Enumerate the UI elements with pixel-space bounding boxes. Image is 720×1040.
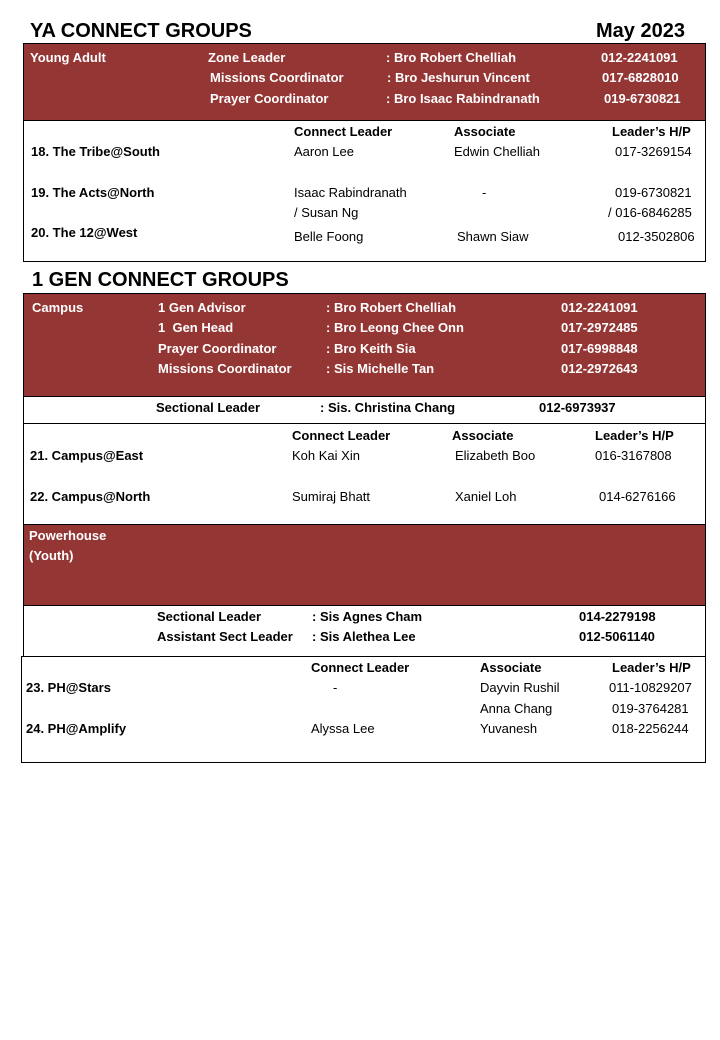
gen-group-leader: Sumiraj Bhatt xyxy=(292,489,371,504)
ya-group-leader: Isaac Rabindranath xyxy=(294,185,407,200)
ph-band-label: Powerhouse xyxy=(29,528,107,543)
gen-officer-role: Missions Coordinator xyxy=(158,361,292,376)
gen-header-associate: Associate xyxy=(452,428,514,443)
ph-group-phone: 011-10829207 xyxy=(609,680,692,695)
ya-group-leader-2: / Susan Ng xyxy=(294,205,359,220)
ph-groups-table xyxy=(21,656,706,763)
ph-group-associate: Dayvin Rushil xyxy=(480,680,560,695)
ya-officers-band xyxy=(23,43,706,121)
gen-band-label: Campus xyxy=(32,300,84,315)
ya-header-hp: Leader’s H/P xyxy=(612,124,691,139)
gen-header-hp: Leader’s H/P xyxy=(595,428,674,443)
ya-officer-name: : Bro Isaac Rabindranath xyxy=(386,91,540,106)
ya-header-leader: Connect Leader xyxy=(294,124,393,139)
ya-officer-name: : Bro Jeshurun Vincent xyxy=(387,70,530,85)
ph-group-associate-2: Anna Chang xyxy=(480,701,553,716)
gen-officer-phone: 017-2972485 xyxy=(561,320,638,335)
ph-band xyxy=(23,524,706,606)
gen-officer-name: : Bro Robert Chelliah xyxy=(326,300,457,315)
gen-officer-phone: 012-2972643 xyxy=(561,361,638,376)
ya-officer-role: Zone Leader xyxy=(208,50,286,65)
ya-officer-phone: 019-6730821 xyxy=(604,91,681,106)
gen-officer-name: : Sis Michelle Tan xyxy=(326,361,435,376)
ya-officer-role: Missions Coordinator xyxy=(210,70,344,85)
ya-group-leader: Belle Foong xyxy=(294,229,364,244)
gen-group-phone: 016-3167808 xyxy=(595,448,672,463)
ph-sectional-name: : Sis Alethea Lee xyxy=(312,629,416,644)
ya-group-phone-2: / 016-6846285 xyxy=(608,205,692,220)
gen-sectional-name: : Sis. Christina Chang xyxy=(320,400,456,415)
ya-officer-phone: 017-6828010 xyxy=(602,70,679,85)
ya-group-phone: 017-3269154 xyxy=(615,144,692,159)
ya-group-name: 20. The 12@West xyxy=(31,225,138,240)
ya-date: May 2023 xyxy=(596,20,685,42)
gen-group-name: 22. Campus@North xyxy=(30,489,151,504)
gen-officer-phone: 012-2241091 xyxy=(561,300,638,315)
ph-header-leader: Connect Leader xyxy=(311,660,410,675)
gen-officer-role: Prayer Coordinator xyxy=(158,341,277,356)
ph-sectional-role: Assistant Sect Leader xyxy=(157,629,293,644)
ya-officer-name: : Bro Robert Chelliah xyxy=(386,50,517,65)
ya-group-associate: - xyxy=(482,185,487,200)
gen-officer-name: : Bro Keith Sia xyxy=(326,341,416,356)
ya-group-phone: 012-3502806 xyxy=(618,229,695,244)
ya-groups-table xyxy=(23,120,706,262)
ya-officer-phone: 012-2241091 xyxy=(601,50,678,65)
gen-group-associate: Elizabeth Boo xyxy=(455,448,536,463)
gen-officer-name: : Bro Leong Chee Onn xyxy=(326,320,464,335)
ph-sectional-phone: 014-2279198 xyxy=(579,609,656,624)
gen-header-leader: Connect Leader xyxy=(292,428,391,443)
ya-group-leader: Aaron Lee xyxy=(294,144,354,159)
ya-officer-role: Prayer Coordinator xyxy=(210,91,329,106)
ph-header-associate: Associate xyxy=(480,660,542,675)
ya-header-associate: Associate xyxy=(454,124,516,139)
ph-sectional-name: : Sis Agnes Cham xyxy=(312,609,423,624)
ya-group-phone: 019-6730821 xyxy=(615,185,692,200)
gen-title: 1 GEN CONNECT GROUPS xyxy=(32,269,289,291)
gen-groups-table xyxy=(23,423,706,525)
ya-group-name: 18. The Tribe@South xyxy=(31,144,160,159)
ph-group-leader: - xyxy=(333,680,338,695)
ph-band-sub: (Youth) xyxy=(29,548,74,563)
ph-group-leader: Alyssa Lee xyxy=(311,721,375,736)
gen-group-leader: Koh Kai Xin xyxy=(292,448,360,463)
ph-sectional-box xyxy=(23,605,706,657)
ph-group-name: 24. PH@Amplify xyxy=(26,721,127,736)
gen-sectional-phone: 012-6973937 xyxy=(539,400,616,415)
ph-group-phone: 018-2256244 xyxy=(612,721,689,736)
gen-sectional-row xyxy=(23,396,706,424)
ph-sectional-phone: 012-5061140 xyxy=(579,629,655,644)
ya-title: YA CONNECT GROUPS xyxy=(30,20,252,42)
gen-group-associate: Xaniel Loh xyxy=(455,489,517,504)
gen-group-phone: 014-6276166 xyxy=(599,489,676,504)
ya-group-associate: Shawn Siaw xyxy=(457,229,529,244)
ya-group-name: 19. The Acts@North xyxy=(31,185,155,200)
gen-officer-phone: 017-6998848 xyxy=(561,341,638,356)
gen-officer-role: 1 Gen Head xyxy=(158,320,234,335)
gen-officer-role: 1 Gen Advisor xyxy=(158,300,246,315)
gen-sectional-role: Sectional Leader xyxy=(156,400,261,415)
ph-sectional-role: Sectional Leader xyxy=(157,609,262,624)
ya-group-associate: Edwin Chelliah xyxy=(454,144,540,159)
gen-officers-band xyxy=(23,293,706,397)
gen-group-name: 21. Campus@East xyxy=(30,448,144,463)
ph-header-hp: Leader’s H/P xyxy=(612,660,691,675)
ph-group-phone-2: 019-3764281 xyxy=(612,701,689,716)
ph-group-associate: Yuvanesh xyxy=(480,721,538,736)
ya-band-label: Young Adult xyxy=(30,50,106,65)
ph-group-name: 23. PH@Stars xyxy=(26,680,111,695)
